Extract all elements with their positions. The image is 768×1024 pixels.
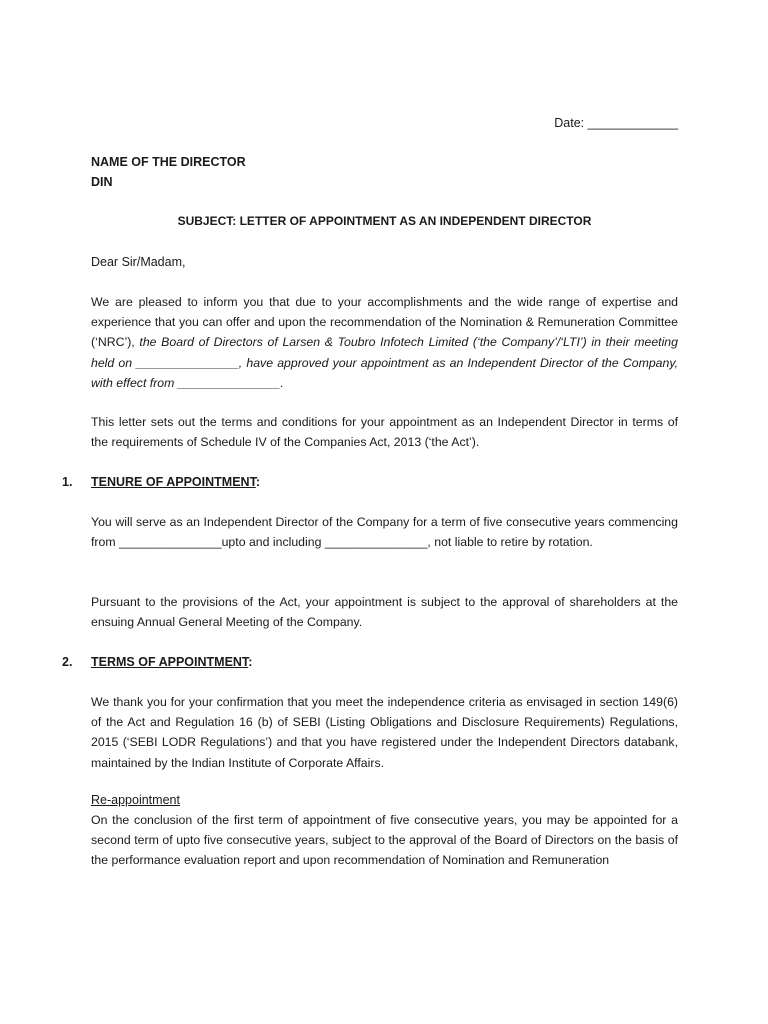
intro-paragraph xyxy=(91,292,678,393)
section-1-number: 1. xyxy=(62,475,73,489)
section-1-title xyxy=(91,472,260,492)
terms-intro-paragraph: This letter sets out the terms and conditions for your appointment as an Independent Director in terms of the requirements of Schedule IV of the Companies Act, 2013 (‘the Act’). xyxy=(91,415,678,450)
director-name: NAME OF THE DIRECTOR xyxy=(91,155,246,169)
tenure-paragraph: You will serve as an Independent Director of the Company for a term of five consecutive years commencing from _______________upto and including _______________, not liable to retire by rotation. xyxy=(91,515,678,550)
independence-paragraph: We thank you for your confirmation that you meet the independence criteria as envisaged in section 149(6) of the Act and Regulation 16 (b) of SEBI (Listing Obligations and Disclosure Requirements) Regulations, 2015 (‘SEBI LODR Regulations’) and that you have registered under the Independent Directors databank, maintained by the Indian Institute of Corporate Affairs. xyxy=(91,695,678,770)
section-1-colon: : xyxy=(255,475,260,489)
shareholder-approval-paragraph: Pursuant to the provisions of the Act, your appointment is subject to the approval of shareholders at the ensuing Annual General Meeting of the Company. xyxy=(91,595,678,630)
section-2-title-text: TERMS OF APPOINTMENT xyxy=(91,655,249,669)
letter-subject: SUBJECT: LETTER OF APPOINTMENT AS AN INDEPENDENT DIRECTOR xyxy=(177,214,592,228)
intro-text-italic: the Board of Directors of Larsen & Toubro Infotech Limited (‘the Company’/‘LTI’) in their meeting held on _______________, have approved your appointment as an Independent Director of the Company, with effect from _______________. xyxy=(91,335,678,390)
section-1-title-text: TENURE OF APPOINTMENT xyxy=(91,475,256,489)
section-2-colon: : xyxy=(248,655,253,669)
section-2-number: 2. xyxy=(62,655,73,669)
addressee-block xyxy=(91,152,246,192)
intro-text: We are pleased to inform you that due to your accomplishments and the wide range of expertise and experience that you can offer and upon the recommendation of the Nomination & Remuneration Committee (‘NRC’), xyxy=(91,295,678,350)
reappointment-heading: Re-appointment xyxy=(91,793,180,807)
date-line: Date: _____________ xyxy=(554,116,678,130)
reappointment-paragraph: On the conclusion of the first term of appointment of five consecutive years, you may be appointed for a second term of upto five consecutive years, subject to the approval of the Board of Directors on the basis of the performance evaluation report and upon recommendation of Nomination and Remuneration xyxy=(91,813,678,867)
section-2-title xyxy=(91,652,252,672)
salutation: Dear Sir/Madam, xyxy=(91,255,186,269)
director-din: DIN xyxy=(91,175,113,189)
